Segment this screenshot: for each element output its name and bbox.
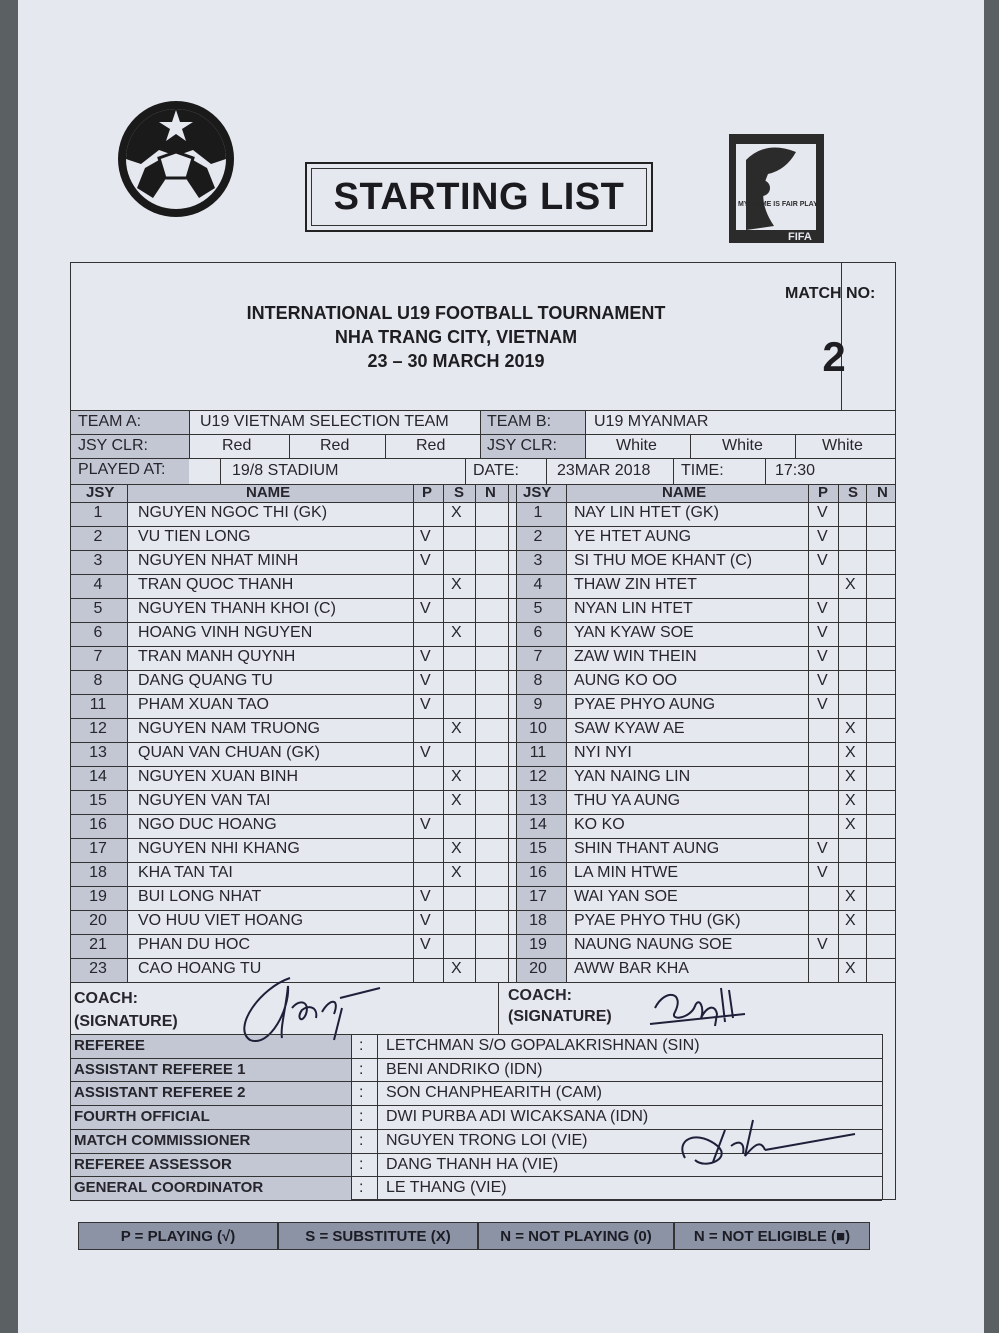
player-b-substitute: X [845,960,856,977]
player-a-name: NGUYEN NHI KHANG [138,840,300,857]
official-role: REFEREE ASSESSOR [74,1156,232,1173]
player-a-jsy: 5 [93,600,103,617]
date-label: DATE: [473,462,519,479]
legend-not-playing: N = NOT PLAYING (0) [478,1222,674,1250]
player-b-jsy: 15 [529,840,547,857]
col-n-a: N [485,484,496,501]
player-b-name: NAUNG NAUNG SOE [574,936,733,953]
player-a-name: PHAM XUAN TAO [138,696,269,713]
jsy-clr-a-label: JSY CLR: [78,437,148,454]
player-a-jsy: 2 [93,528,103,545]
player-b-name: NYI NYI [574,744,632,761]
player-b-jsy: 1 [533,504,543,521]
coach-a-label: COACH: [74,990,138,1007]
date-value: 23MAR 2018 [557,462,651,479]
player-b-jsy: 4 [533,576,543,593]
col-jsy-b: JSY [523,484,552,501]
player-a-jsy: 18 [89,864,107,881]
legend-playing: P = PLAYING (√) [78,1222,278,1250]
player-b-substitute: X [845,792,856,809]
col-jsy-a: JSY [86,484,115,501]
player-a-name: BUI LONG NHAT [138,888,262,905]
player-a-playing: V [420,528,431,545]
col-n-b: N [877,484,888,501]
player-b-name: ZAW WIN THEIN [574,648,697,665]
official-role: REFEREE [74,1037,145,1054]
player-a-name: TRAN QUOC THANH [138,576,294,593]
time-label: TIME: [681,462,724,479]
tournament-location: NHA TRANG CITY, VIETNAM [334,327,578,347]
player-b-name: YAN NAING LIN [574,768,691,785]
player-a-jsy: 11 [89,696,107,713]
match-number-label: MATCH NO: [785,285,876,302]
player-a-jsy: 1 [93,504,103,521]
player-b-jsy: 12 [529,768,547,785]
player-b-jsy: 3 [533,552,543,569]
official-name: SON CHANPHEARITH (CAM) [386,1084,603,1101]
player-a-substitute: X [451,504,462,521]
jsy-clr-b-2: White [722,437,763,454]
player-b-jsy: 8 [533,672,543,689]
player-a-name: TRAN MANH QUYNH [138,648,296,665]
official-name: LETCHMAN S/O GOPALAKRISHNAN (SIN) [386,1037,700,1054]
player-b-name: THAW ZIN HTET [574,576,697,593]
player-a-substitute: X [451,960,462,977]
player-a-name: NGUYEN NAM TRUONG [138,720,320,737]
player-a-name: VU TIEN LONG [138,528,251,545]
official-role: ASSISTANT REFEREE 2 [74,1084,246,1101]
player-a-name: CAO HOANG TU [138,960,262,977]
player-b-name: KO KO [574,816,625,833]
player-b-substitute: X [845,888,856,905]
player-a-name: NGUYEN THANH KHOI (C) [138,600,336,617]
page-title: STARTING LIST [305,162,653,232]
official-colon: : [359,1132,364,1149]
player-b-substitute: X [845,576,856,593]
player-a-name: KHA TAN TAI [138,864,233,881]
col-s-b: S [848,484,859,501]
player-b-name: SAW KYAW AE [574,720,685,737]
played-at-label: PLAYED AT: [78,461,166,478]
official-colon: : [359,1179,364,1196]
player-b-playing: V [817,936,828,953]
player-b-jsy: 18 [529,912,547,929]
player-b-name: PYAE PHYO AUNG [574,696,716,713]
player-b-playing: V [817,672,828,689]
player-a-substitute: X [451,840,462,857]
col-name-a: NAME [246,484,291,501]
player-b-substitute: X [845,816,856,833]
player-b-jsy: 9 [533,696,543,713]
player-b-name: YAN KYAW SOE [574,624,694,641]
col-s-a: S [454,484,465,501]
player-a-playing: V [420,912,431,929]
jsy-clr-b-label: JSY CLR: [487,437,557,454]
fifa-slogan: MY GAME IS FAIR PLAY [738,201,818,208]
player-a-jsy: 23 [89,960,107,977]
player-b-playing: V [817,648,828,665]
player-b-playing: V [817,528,828,545]
player-a-playing: V [420,672,431,689]
jsy-clr-a-3: Red [416,437,446,454]
team-a-name: U19 VIETNAM SELECTION TEAM [200,413,449,430]
team-b-label: TEAM B: [487,413,552,430]
column-header-shade [71,484,895,502]
player-b-jsy: 20 [529,960,547,977]
player-b-name: SI THU MOE KHANT (C) [574,552,753,569]
official-role: GENERAL COORDINATOR [74,1179,264,1196]
jsy-clr-b-3: White [822,437,863,454]
col-p-a: P [422,484,433,501]
official-name: LE THANG (VIE) [386,1179,507,1196]
player-a-name: QUAN VAN CHUAN (GK) [138,744,320,761]
player-b-substitute: X [845,744,856,761]
player-b-name: PYAE PHYO THU (GK) [574,912,741,929]
player-b-substitute: X [845,720,856,737]
player-b-name: NAY LIN HTET (GK) [574,504,719,521]
player-b-name: YE HTET AUNG [574,528,692,545]
official-name: DWI PURBA ADI WICAKSANA (IDN) [386,1108,649,1125]
official-name: BENI ANDRIKO (IDN) [386,1061,543,1078]
player-b-name: WAI YAN SOE [574,888,678,905]
player-b-name: THU YA AUNG [574,792,681,809]
official-name: NGUYEN TRONG LOI (VIE) [386,1132,588,1149]
player-b-substitute: X [845,912,856,929]
official-role: ASSISTANT REFEREE 1 [74,1061,246,1078]
player-b-name: AWW BAR KHA [574,960,689,977]
player-a-substitute: X [451,864,462,881]
official-colon: : [359,1084,364,1101]
player-a-playing: V [420,744,431,761]
jsy-clr-a-1: Red [222,437,252,454]
official-colon: : [359,1061,364,1078]
official-colon: : [359,1108,364,1125]
player-a-jsy: 20 [89,912,107,929]
player-a-name: HOANG VINH NGUYEN [138,624,313,641]
player-a-jsy: 14 [89,768,107,785]
player-b-jsy: 5 [533,600,543,617]
official-role: FOURTH OFFICIAL [74,1108,210,1125]
player-a-playing: V [420,600,431,617]
team-a-label: TEAM A: [78,413,142,430]
official-role: MATCH COMMISSIONER [74,1132,251,1149]
player-a-name: NGO DUC HOANG [138,816,277,833]
player-b-jsy: 11 [529,744,547,761]
player-b-playing: V [817,864,828,881]
player-a-playing: V [420,888,431,905]
fifa-fair-play-logo [726,130,826,245]
fifa-text: FIFA [788,231,812,243]
player-a-name: NGUYEN NGOC THI (GK) [138,504,328,521]
vff-logo-text: VFF [162,195,190,211]
player-b-playing: V [817,696,828,713]
coach-b-signature [645,978,755,1030]
player-a-name: NGUYEN VAN TAI [138,792,271,809]
player-a-playing: V [420,936,431,953]
coach-b-signature-label: (SIGNATURE) [508,1008,612,1025]
player-b-jsy: 16 [529,864,547,881]
player-b-name: AUNG KO OO [574,672,678,689]
player-b-playing: V [817,624,828,641]
player-a-substitute: X [451,792,462,809]
player-b-jsy: 17 [529,888,547,905]
player-a-name: NGUYEN NHAT MINH [138,552,299,569]
player-b-jsy: 7 [533,648,543,665]
player-a-playing: V [420,648,431,665]
player-a-playing: V [420,696,431,713]
played-at-value: 19/8 STADIUM [232,462,339,479]
col-name-b: NAME [662,484,707,501]
player-b-substitute: X [845,768,856,785]
tournament-dates: 23 – 30 MARCH 2019 [367,351,545,371]
time-value: 17:30 [775,462,816,479]
player-a-jsy: 12 [89,720,107,737]
player-b-name: NYAN LIN HTET [574,600,693,617]
player-a-name: DANG QUANG TU [138,672,273,689]
coach-a-signature-label: (SIGNATURE) [74,1013,178,1030]
player-a-substitute: X [451,576,462,593]
jsy-clr-a-2: Red [320,437,350,454]
player-a-jsy: 4 [93,576,103,593]
player-a-jsy: 13 [89,744,107,761]
official-colon: : [359,1156,364,1173]
team-b-name: U19 MYANMAR [594,413,709,430]
legend-substitute: S = SUBSTITUTE (X) [278,1222,478,1250]
player-b-jsy: 13 [529,792,547,809]
vff-logo [115,98,237,220]
player-a-jsy: 7 [93,648,103,665]
player-a-jsy: 3 [93,552,103,569]
player-a-substitute: X [451,768,462,785]
player-b-playing: V [817,504,828,521]
legend-not-eligible: N = NOT ELIGIBLE (■) [674,1222,870,1250]
player-b-name: SHIN THANT AUNG [574,840,720,857]
player-a-jsy: 21 [89,936,107,953]
official-colon: : [359,1037,364,1054]
player-b-name: LA MIN HTWE [574,864,679,881]
player-b-jsy: 14 [529,816,547,833]
player-a-playing: V [420,816,431,833]
tournament-title: INTERNATIONAL U19 FOOTBALL TOURNAMENT [246,303,666,323]
player-a-jsy: 15 [89,792,107,809]
player-a-jsy: 8 [93,672,103,689]
jsy-clr-b-1: White [616,437,657,454]
player-a-substitute: X [451,624,462,641]
player-b-jsy: 19 [529,936,547,953]
player-a-name: VO HUU VIET HOANG [138,912,304,929]
player-a-playing: V [420,552,431,569]
match-number: 2 [822,333,846,380]
player-a-jsy: 16 [89,816,107,833]
official-name: DANG THANH HA (VIE) [386,1156,559,1173]
player-a-name: NGUYEN XUAN BINH [138,768,299,785]
player-a-jsy: 19 [89,888,107,905]
player-b-playing: V [817,552,828,569]
coach-b-label: COACH: [508,987,572,1004]
player-a-jsy: 17 [89,840,107,857]
player-a-substitute: X [451,720,462,737]
player-b-jsy: 6 [533,624,543,641]
player-b-jsy: 2 [533,528,543,545]
commissioner-signature [665,1100,865,1180]
col-p-b: P [818,484,829,501]
player-a-name: PHAN DU HOC [138,936,251,953]
player-b-jsy: 10 [529,720,547,737]
player-a-jsy: 6 [93,624,103,641]
player-b-playing: V [817,840,828,857]
player-b-playing: V [817,600,828,617]
